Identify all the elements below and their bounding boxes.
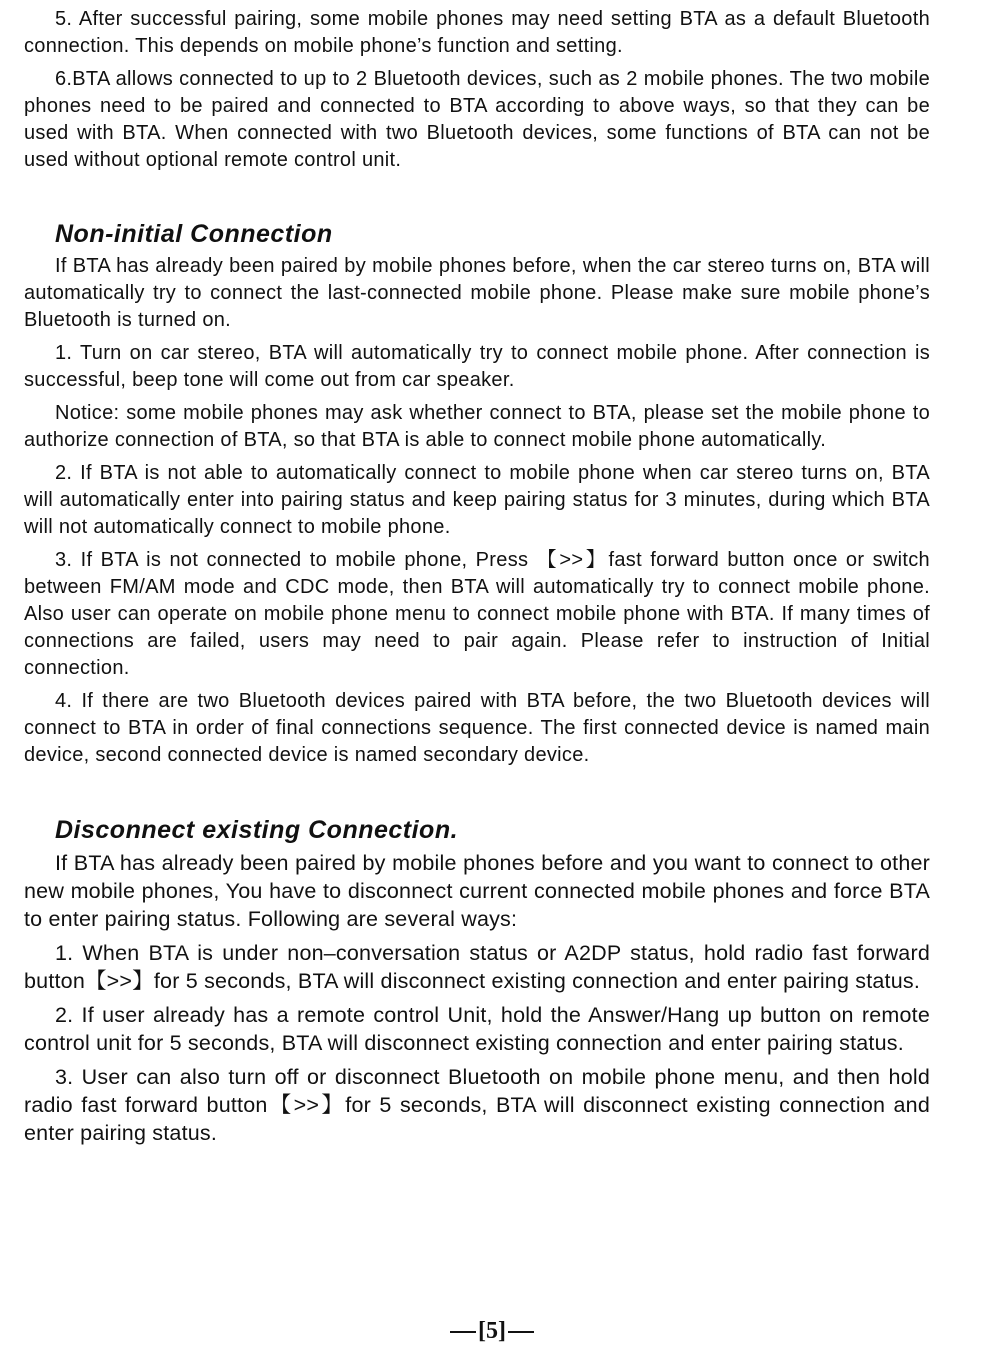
paragraph: 3. If BTA is not connected to mobile phone, Press 【>>】fast forward button once or switch between FM/AM mode and CDC mode, then BTA will automatically try to connect mobile phone. Also user can operate on mobile phone menu to connect mobile phone with BTA. If many times of connections are failed, users may need to pair again. Please refer to instruction of Initial connection.	[24, 549, 930, 679]
disconnect-connection-section	[24, 813, 930, 1147]
paragraph: 4. If there are two Bluetooth devices paired with BTA before, the two Bluetooth devices will connect to BTA in order of final connections sequence. The first connected device is named main device, second connected device is named secondary device.	[24, 690, 930, 766]
paragraph: 2. If BTA is not able to automatically connect to mobile phone when car stereo turns on, BTA will automatically enter into pairing status and keep pairing status for 3 minutes, during which BTA will not automatically connect to mobile phone.	[24, 462, 930, 538]
paragraph: If BTA has already been paired by mobile phones before, when the car stereo turns on, BTA will automatically try to connect the last-connected mobile phone. Please make sure mobile phone’s Bluetooth is turned on.	[24, 255, 930, 331]
non-initial-connection-section	[24, 217, 930, 769]
section-heading: Non-initial Connection	[55, 220, 333, 248]
paragraph: 1. Turn on car stereo, BTA will automatically try to connect mobile phone. After connection is successful, beep tone will come out from car speaker.	[24, 342, 930, 391]
paragraph: 1. When BTA is under non–conversation status or A2DP status, hold radio fast forward button【>>】for 5 seconds, BTA will disconnect existing connection and enter pairing status.	[24, 941, 930, 993]
dash-right	[508, 1331, 534, 1333]
notice-paragraph: Notice: some mobile phones may ask whether connect to BTA, please set the mobile phone to authorize connection of BTA, so that BTA is able to connect mobile phone automatically.	[24, 402, 930, 451]
paragraph: 5. After successful pairing, some mobile phones may need setting BTA as a default Bluetooth connection. This depends on mobile phone’s function and setting.	[24, 8, 930, 57]
page-number-text: [5]	[478, 1318, 506, 1344]
section-heading: Disconnect existing Connection.	[55, 816, 459, 844]
dash-left	[450, 1331, 476, 1333]
intro-section	[24, 6, 930, 174]
paragraph: If BTA has already been paired by mobile phones before and you want to connect to other new mobile phones, You have to disconnect current connected mobile phones and force BTA to enter pairing status. Following are several ways:	[24, 851, 930, 931]
page-number	[0, 1316, 984, 1346]
paragraph: 2. If user already has a remote control Unit, hold the Answer/Hang up button on remote control unit for 5 seconds, BTA will disconnect existing connection and enter pairing status.	[24, 1003, 930, 1055]
paragraph: 3. User can also turn off or disconnect Bluetooth on mobile phone menu, and then hold radio fast forward button【>>】for 5 seconds, BTA will disconnect existing connection and enter pairing status.	[24, 1065, 930, 1145]
paragraph: 6.BTA allows connected to up to 2 Bluetooth devices, such as 2 mobile phones. The two mobile phones need to be paired and connected to BTA according to above ways, so that they can be used with BTA. When connected with two Bluetooth devices, some functions of BTA can not be used without optional remote control unit.	[24, 68, 930, 171]
